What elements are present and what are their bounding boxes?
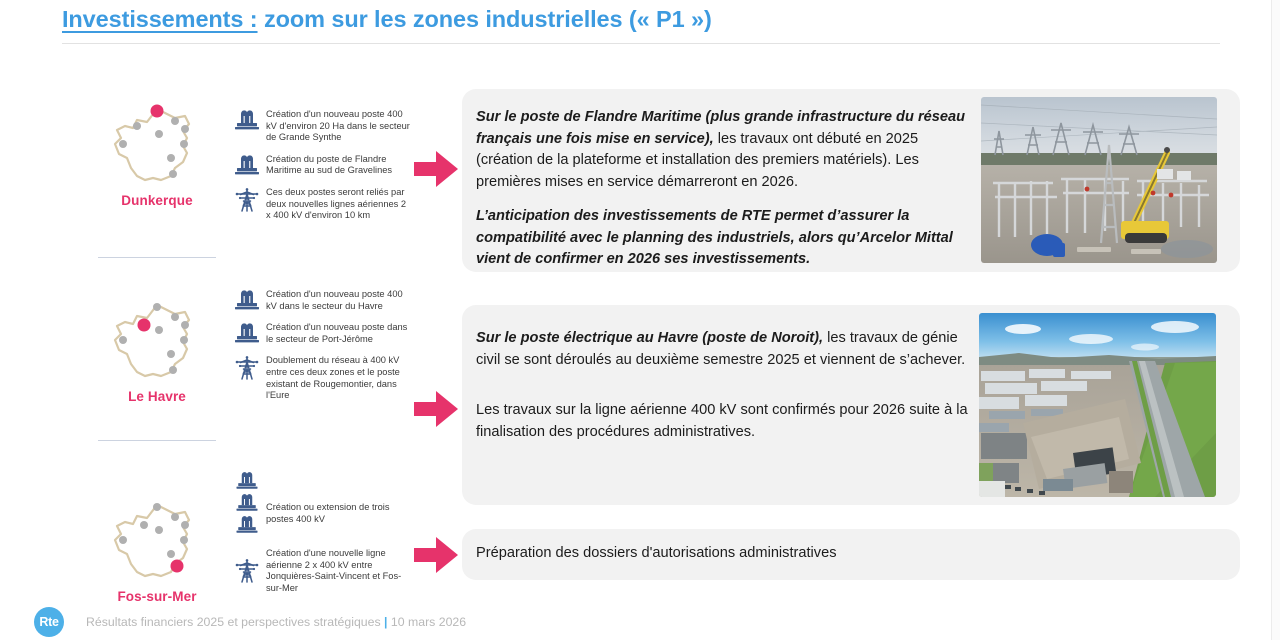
map-label-le-havre: Le Havre	[128, 389, 186, 404]
card-le-havre-text	[476, 328, 981, 443]
bullet-item	[228, 108, 413, 144]
map-block-le-havre	[82, 292, 232, 404]
map-dot	[133, 122, 141, 130]
arrow-to-card-fos-sur-mer	[412, 531, 460, 584]
bullet-item	[228, 547, 413, 594]
map-dot-highlight-dunkerque	[151, 105, 164, 118]
map-dot	[119, 336, 127, 344]
substation-icon	[228, 153, 266, 177]
bullet-item	[228, 354, 413, 401]
page-edge	[1271, 0, 1280, 640]
bullet-text: Ces deux postes seront reliés par deux nouvelles lignes aériennes 2 x 400 kV d'environ 10 km	[266, 186, 407, 221]
substation-icon	[228, 321, 266, 345]
substation-icon	[235, 470, 259, 491]
footer-text	[86, 615, 466, 629]
card-paragraph: Préparation des dossiers d'autorisations administratives	[476, 545, 837, 561]
map-dot	[180, 336, 188, 344]
pylon-icon	[228, 186, 266, 214]
bullet-list-dunkerque	[228, 108, 413, 231]
card-paragraph-lead: Sur le poste de Flandre Maritime (plus grande infrastructure du réseau français une fois mise en service),	[476, 109, 966, 147]
bullet-item	[228, 288, 413, 312]
page-title	[62, 2, 1222, 44]
map-dot	[153, 503, 161, 511]
divider-2	[98, 440, 216, 441]
substation-icon-stack	[228, 470, 266, 535]
map-dot	[167, 154, 175, 162]
card-dunkerque-text	[476, 107, 973, 271]
pylon-icon	[228, 354, 266, 382]
substation-icon	[228, 108, 266, 132]
bullet-item	[228, 321, 413, 345]
france-map-le-havre	[97, 292, 217, 387]
map-label-fos-sur-mer: Fos-sur-Mer	[117, 589, 197, 604]
le-havre-aerial-photo	[979, 313, 1216, 497]
substation-icon	[235, 514, 259, 535]
page-title-rest: zoom sur les zones industrielles (« P1 »)	[257, 6, 712, 32]
card-paragraph-emphasis: L’anticipation des investissements de RTE permet d’assurer la compatibilité avec le planning des industriels, alors qu’Arcelor Mittal vient de confirmer en 2026 ses investissements.	[476, 208, 953, 267]
bullet-text: Création ou extension de trois postes 400 kV	[266, 501, 390, 524]
card-paragraph	[476, 328, 981, 371]
bullet-text: Création d'une nouvelle ligne aérienne 2 x 400 kV entre Jonquières-Saint-Vincent et Fos-sur-Mer	[266, 548, 402, 593]
map-dot	[181, 125, 189, 133]
bullet-text: Création du poste de Flandre Maritime au sud de Gravelines	[266, 153, 393, 176]
arrow-to-card-dunkerque	[412, 145, 460, 198]
card-fos-sur-mer-text	[476, 543, 1216, 565]
card-le-havre	[462, 305, 1240, 505]
map-dot	[153, 303, 161, 311]
bullet-item	[228, 153, 413, 177]
map-dot	[181, 321, 189, 329]
map-dot	[119, 140, 127, 148]
map-dot	[171, 117, 179, 125]
map-dot	[167, 550, 175, 558]
rte-logo: Rte	[34, 607, 64, 637]
footer	[0, 604, 1272, 640]
map-dot	[169, 366, 177, 374]
substation-icon	[228, 288, 266, 312]
bullet-list-fos-sur-mer	[228, 470, 413, 603]
title-rule	[62, 43, 1220, 44]
pylon-icon	[228, 557, 266, 585]
map-block-dunkerque	[82, 96, 232, 208]
card-paragraph-lead: Sur le poste électrique au Havre (poste de Noroit),	[476, 330, 824, 346]
card-paragraph-rest: les travaux de génie civil se sont déroulés au deuxième semestre 2025 et viennent de s’achever.	[476, 330, 966, 368]
map-dot	[171, 513, 179, 521]
bullet-item	[228, 470, 413, 535]
footer-date: 10 mars 2026	[390, 615, 467, 629]
map-dot	[155, 326, 163, 334]
map-dot	[119, 536, 127, 544]
arrow-to-card-le-havre	[412, 385, 460, 438]
footer-separator: |	[384, 615, 388, 629]
map-dot	[155, 526, 163, 534]
map-dot-highlight-fos-sur-mer	[171, 560, 184, 573]
map-dot	[180, 536, 188, 544]
map-dot	[167, 350, 175, 358]
bullet-text: Doublement du réseau à 400 kV entre ces deux zones et le poste existant de Rougemontier, dans l'Eure	[266, 355, 400, 401]
card-fos-sur-mer	[462, 529, 1240, 580]
map-dot	[180, 140, 188, 148]
card-paragraph	[476, 107, 973, 193]
map-dot-highlight-le-havre	[138, 319, 151, 332]
page-title-underlined: Investissements :	[62, 6, 258, 32]
map-dot	[169, 170, 177, 178]
divider-1	[98, 257, 216, 258]
map-label-dunkerque: Dunkerque	[121, 193, 193, 208]
footer-title: Résultats financiers 2025 et perspectives stratégiques	[86, 615, 381, 629]
map-dot	[140, 521, 148, 529]
map-dot	[155, 130, 163, 138]
card-paragraph-rest: les travaux ont débuté en 2025 (création de la plateforme et installation des premiers matériels). Les premières mises en service démarreront en 2026.	[476, 130, 919, 190]
bullet-text: Création d'un nouveau poste 400 kV dans le secteur du Havre	[266, 289, 403, 311]
map-dot	[181, 521, 189, 529]
bullet-list-le-havre	[228, 288, 413, 411]
card-paragraph: Les travaux sur la ligne aérienne 400 kV sont confirmés pour 2026 suite à la finalisation des procédures administratives.	[476, 402, 968, 440]
card-dunkerque	[462, 89, 1240, 272]
map-dot	[171, 313, 179, 321]
bullet-text: Création d'un nouveau poste dans le secteur de Port-Jérôme	[266, 322, 408, 344]
france-map-dunkerque	[97, 96, 217, 191]
bullet-text: Création d'un nouveau poste 400 kV d'environ 20 Ha dans le secteur de Grande Synthe	[266, 109, 410, 143]
bullet-item	[228, 186, 413, 222]
map-block-fos-sur-mer	[82, 492, 232, 604]
france-map-fos-sur-mer	[97, 492, 217, 587]
flandre-maritime-construction-photo	[981, 97, 1217, 263]
substation-icon	[235, 492, 259, 513]
